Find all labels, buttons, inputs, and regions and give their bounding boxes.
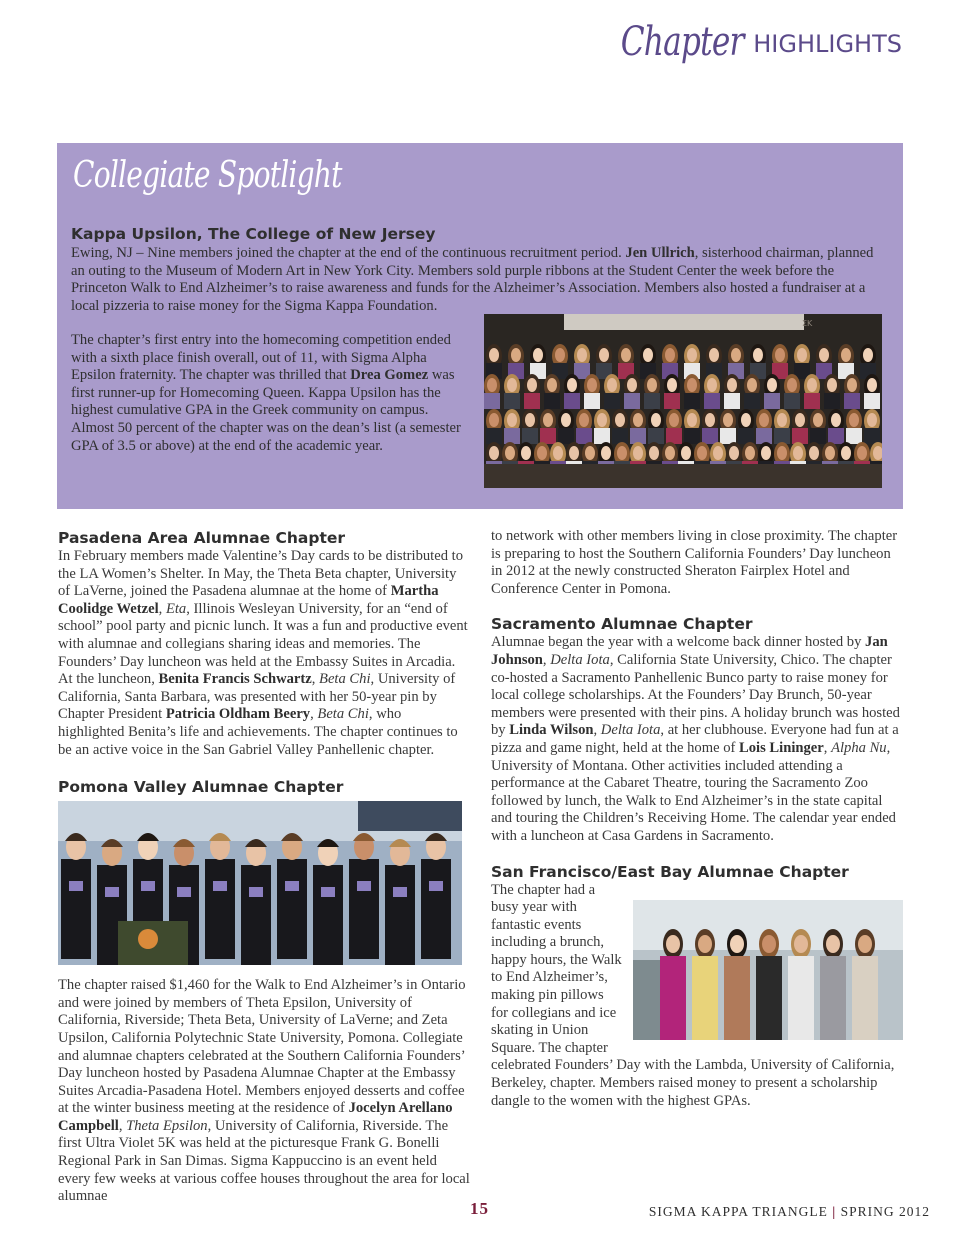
photo-figure-face	[809, 446, 819, 460]
member-name: Jocelyn Arellano Campbell	[58, 1100, 453, 1134]
photo-figure-body	[522, 428, 538, 444]
photo-figure-body	[810, 428, 826, 444]
photo-figure-body	[644, 393, 660, 409]
member-name: Benita Francis Schwartz	[158, 671, 312, 688]
photo-figure-face	[555, 348, 565, 362]
chapter-name: Delta Iota	[550, 651, 610, 668]
text-run: , University of California, Riverside. The first Ultra Violet 5K was held at the picturesque Frank G. Bonelli Regional Park in San Dimas. Sigma Kappuccino is an event held every few weeks at various coffee houses throughout the area for local alumnae	[58, 1117, 470, 1205]
text-run: Alumnae began the year with a welcome back dinner hosted by	[491, 634, 866, 651]
photo-figure-body	[792, 428, 808, 444]
photo-figure-body	[692, 956, 718, 1040]
photo-shirt-logo	[69, 881, 83, 891]
photo-figure-face	[649, 446, 659, 460]
photo-shirt-logo	[249, 887, 263, 897]
pasadena-heading: Pasadena Area Alumnae Chapter	[58, 529, 346, 547]
spotlight-paragraph-2	[71, 332, 469, 455]
photo-figure-body	[804, 393, 820, 409]
issue-date: SPRING 2012	[840, 1204, 930, 1219]
photo-figure-face	[687, 413, 697, 427]
photo-figure-body	[624, 393, 640, 409]
text-run: ,	[310, 706, 318, 723]
chapter-name: Alpha Nu	[831, 739, 887, 756]
photo-figure-body	[666, 428, 682, 444]
photo-shirt-logo	[141, 881, 155, 891]
photo-figure-face	[587, 378, 597, 392]
photo-figure-body	[864, 428, 880, 444]
photo-figure-body	[504, 393, 520, 409]
photo-figure-face	[633, 446, 643, 460]
photo-figure-face	[797, 348, 807, 362]
photo-figure-face	[543, 413, 553, 427]
text-run: , University of Montana. Other activities included attending a performance at the Cabaret Theatre, touring the Sacramento Zoo followed by lunch, the Walk to End Alzheimer’s in the state capital and touring the Children’s Receiving Home. The calendar year ended with a luncheon at Casa Gardens in Sacramento.	[491, 739, 896, 844]
sacramento-heading: Sacramento Alumnae Chapter	[491, 615, 753, 634]
right-column	[491, 528, 903, 1110]
photo-figure-face	[489, 413, 499, 427]
photo-figure-face	[794, 935, 808, 953]
photo-figure-face	[759, 413, 769, 427]
photo-figure-face	[741, 413, 751, 427]
photo-figure-face	[723, 413, 733, 427]
photo-figure-face	[863, 348, 873, 362]
member-name: Martha Coolidge Wetzel	[58, 583, 439, 617]
photo-figure-face	[585, 446, 595, 460]
photo-figure-body	[630, 428, 646, 444]
photo-figure-face	[615, 413, 625, 427]
photo-figure-body	[664, 393, 680, 409]
sanfrancisco-heading: San Francisco/East Bay Alumnae Chapter	[491, 862, 849, 881]
kappa-upsilon-group-photo	[484, 314, 882, 488]
pomona-heading: Pomona Valley Alumnae Chapter	[58, 778, 344, 797]
photo-figure-body	[349, 859, 379, 959]
photo-figure-face	[665, 446, 675, 460]
photo-figure-face	[527, 378, 537, 392]
photo-figure-face	[633, 413, 643, 427]
photo-figure-face	[687, 348, 697, 362]
text-run: ,	[823, 739, 832, 756]
photo-figure-body	[421, 859, 451, 959]
chapter-name: Eta	[165, 600, 187, 617]
header-caps-word: HIGHLIGHTS	[753, 30, 902, 58]
photo-figure-body	[824, 393, 840, 409]
member-name: Jen Ullrich	[625, 245, 695, 261]
photo-figure-body	[576, 428, 592, 444]
photo-figure-face	[651, 413, 661, 427]
left-column	[58, 528, 470, 1206]
text-run: The chapter raised $1,460 for the Walk to End Alzheimer’s in Ontario and were joined by members of Theta Epsilon, University of California, Riverside; Theta Beta, University of LaVerne; and Zeta Upsilon, California Polytechnic State University, Pomona. Collegiate and alumnae chapters celebrated at the Southern California Founders’ Day luncheon hosted by Pasadena Alumnae Chapter at the Embassy Suites Arcadia-Pasadena Hotel. Members enjoyed desserts and coffee at the winter business meeting at the residence of	[58, 977, 466, 1117]
chapter-name: Beta Chi	[317, 706, 369, 723]
photo-figure-face	[643, 348, 653, 362]
photo-figure-face	[857, 446, 867, 460]
text-run: In February members made Valentine’s Day cards to be distributed to the LA Women’s Shelter. In May, the Theta Beta chapter, University of LaVerne, joined the Pasadena alumnae at the home of	[58, 548, 464, 600]
photo-figure-body	[313, 865, 343, 965]
photo-figure-face	[777, 446, 787, 460]
photo-figure-face	[819, 348, 829, 362]
photo-figure-body	[756, 428, 772, 444]
photo-figure-face	[767, 378, 777, 392]
photo-figure-body	[612, 428, 628, 444]
photo-figure-face	[666, 935, 680, 953]
photo-figure-face	[867, 413, 877, 427]
photo-figure-face	[713, 446, 723, 460]
photo-figure-face	[505, 446, 515, 460]
pomona-paragraph	[58, 977, 470, 1206]
photo-figure-body	[756, 956, 782, 1040]
photo-figure-face	[599, 348, 609, 362]
photo-figure-face	[665, 348, 675, 362]
photo-figure-face	[507, 413, 517, 427]
photo-figure-face	[561, 413, 571, 427]
photo-figure-face	[577, 348, 587, 362]
photo-figure-face	[793, 446, 803, 460]
photo-figure-face	[813, 413, 823, 427]
text-run: , California State University, Chico. The chapter co-hosted a Sacramento Panhellenic Bunco party to raise money for local college scholarships. At the Founders’ Day Brunch, 50-year members were presented with their pins. A holiday brunch was hosted by	[491, 651, 900, 739]
photo-figure-body	[724, 956, 750, 1040]
photo-figure-face	[525, 413, 535, 427]
photo-figure-face	[827, 378, 837, 392]
photo-figure-body	[788, 956, 814, 1040]
photo-figure-body	[205, 859, 235, 959]
page-number: 15	[470, 1199, 489, 1218]
text-run: , at her clubhouse. Everyone had fun at a pizza and game night, held at the home of	[491, 722, 899, 756]
photo-figure-body	[738, 428, 754, 444]
photo-figure-face	[511, 348, 521, 362]
photo-figure-body	[484, 393, 500, 409]
photo-figure-body	[604, 393, 620, 409]
photo-figure-body	[724, 393, 740, 409]
photo-figure-face	[647, 378, 657, 392]
text-run: ,	[542, 651, 551, 668]
photo-figure-face	[597, 413, 607, 427]
photo-figure-body	[828, 428, 844, 444]
text-run: ,	[158, 600, 166, 617]
text-run: ,	[118, 1117, 127, 1134]
photo-figure-body	[584, 393, 600, 409]
photo-figure-body	[61, 859, 91, 959]
pomona-paragraph-continued: to network with other members living in close proximity. The chapter is preparing to host the Southern California Founders’ Day luncheon in 2012 at the newly constructed Sheraton Fairplex Hotel and Conference Center in Pomona.	[491, 528, 898, 597]
member-name: Linda Wilson	[509, 722, 594, 739]
photo-figure-body	[764, 393, 780, 409]
photo-figure-body	[648, 428, 664, 444]
photo-figure-face	[489, 348, 499, 362]
text-run: The chapter’s first entry into the homecoming competition ended with a sixth place finish overall, out of 11, with Sigma Alpha Epsilon fraternity. The chapter was thrilled that	[71, 332, 451, 384]
photo-figure-body	[820, 956, 846, 1040]
photo-banner-letters: ΣK	[802, 319, 813, 328]
text-run: was first runner-up for Homecoming Queen. Kappa Upsilon has the highest cumulative GPA in the Greek community on campus. Almost 50 percent of the chapter was on the dean’s list (a semester GPA of 3.5 or above) at the end of the academic year.	[71, 367, 461, 454]
photo-figure-face	[841, 348, 851, 362]
member-name: Jan Johnson	[491, 634, 888, 668]
text-run: , who highlighted Benita’s life and achievements. The chapter continues to be an active voice in the San Gabriel Valley Panhellenic chapter.	[58, 706, 458, 758]
sacramento-paragraph	[491, 634, 903, 845]
spotlight-paragraph-1	[71, 245, 889, 315]
sanfrancisco-paragraph: The chapter had a busy year with fantastic events including a brunch, happy hours, the Walk to End Alzheimer’s, making pin pillows for collegians and ice skating in Union Square. The chapter celebrated Founders’ Day with the Lambda, University of California, Berkeley, chapter. Members raised money to present a scholarship dangle to the women with the highest GPAs.	[491, 881, 895, 1109]
photo-figure-face	[487, 378, 497, 392]
text-run: Ewing, NJ – Nine members joined the chapter at the end of the continuous recruitment period.	[71, 245, 626, 261]
photo-figure-face	[841, 446, 851, 460]
photo-figure-body	[684, 428, 700, 444]
photo-figure-face	[795, 413, 805, 427]
photo-figure-body	[704, 393, 720, 409]
photo-figure-face	[731, 348, 741, 362]
photo-figure-face	[533, 348, 543, 362]
member-name: Lois Lininger	[739, 739, 824, 756]
photo-figure-body	[558, 428, 574, 444]
photo-figure-body	[864, 393, 880, 409]
photo-figure-face	[553, 446, 563, 460]
pomona-walk-group-photo	[58, 801, 462, 965]
photo-shirt-logo	[105, 887, 119, 897]
photo-shirt-logo	[393, 887, 407, 897]
section-header	[586, 19, 902, 65]
spotlight-heading: Kappa Upsilon, The College of New Jersey	[71, 225, 436, 243]
photo-figure-face	[807, 378, 817, 392]
photo-figure-body	[844, 393, 860, 409]
photo-figure-face	[826, 935, 840, 953]
photo-figure-body	[524, 393, 540, 409]
photo-figure-body	[594, 428, 610, 444]
photo-figure-face	[667, 378, 677, 392]
photo-figure-face	[507, 378, 517, 392]
photo-figure-body	[544, 393, 560, 409]
photo-figure-face	[547, 378, 557, 392]
photo-figure-face	[567, 378, 577, 392]
photo-figure-face	[601, 446, 611, 460]
photo-figure-body	[720, 428, 736, 444]
photo-figure-body	[774, 428, 790, 444]
photo-figure-face	[787, 378, 797, 392]
collegiate-spotlight-box	[57, 143, 903, 509]
photo-figure-face	[489, 446, 499, 460]
member-name: Patricia Oldham Beery	[165, 706, 311, 723]
photo-shirt-logo	[321, 887, 335, 897]
text-run: , University of California, Santa Barbara, was presented with her 50-year pin by Chapter President	[58, 671, 456, 723]
header-script-word: Chapter	[620, 19, 744, 65]
pasadena-paragraph	[58, 548, 470, 759]
sf-photo-wrap	[633, 900, 903, 1040]
photo-figure-face	[847, 378, 857, 392]
photo-figure-face	[775, 348, 785, 362]
photo-figure-face	[825, 446, 835, 460]
photo-figure-face	[745, 446, 755, 460]
photo-figure-body	[660, 956, 686, 1040]
photo-figure-face	[687, 378, 697, 392]
photo-figure-face	[621, 348, 631, 362]
photo-figure-face	[727, 378, 737, 392]
photo-figure-face	[761, 446, 771, 460]
photo-figure-body	[540, 428, 556, 444]
photo-figure-body	[277, 859, 307, 959]
text-run: ,	[311, 671, 320, 688]
photo-figure-face	[669, 413, 679, 427]
chapter-name: Beta Chi	[319, 671, 371, 688]
photo-figure-body	[486, 428, 502, 444]
photo-figure-face	[537, 446, 547, 460]
text-run: , sisterhood chairman, planned an outing to the Museum of Modern Art in New York City. Members sold purple ribbons at the Student Center the week before the Princeton Walk to End Alzheimer’s to raise awareness and funds for the Alzheimer’s Association. Members also hosted a fundraiser at a local pizzeria to raise money for the Sigma Kappa Foundation.	[71, 245, 874, 314]
photo-shirt-logo	[285, 881, 299, 891]
photo-figure-body	[684, 393, 700, 409]
chapter-name: Delta Iota	[600, 722, 661, 739]
photo-figure-face	[607, 378, 617, 392]
photo-figure-body	[744, 393, 760, 409]
publication-name: SIGMA KAPPA TRIANGLE	[648, 1204, 828, 1219]
photo-figure-face	[569, 446, 579, 460]
photo-figure-body	[241, 865, 271, 965]
photo-figure-face	[617, 446, 627, 460]
publication-footer	[649, 1204, 930, 1220]
text-run: , Illinois Wesleyan University, for an “end of school” pool party and picnic lunch. It was a fun and productive event with alumnae and collegians sharing ideas and memories. The Founders’ Day luncheon was held at the Embassy Suites in Arcadia. At the luncheon,	[58, 600, 468, 688]
photo-figure-face	[858, 935, 872, 953]
photo-figure-face	[709, 348, 719, 362]
photo-figure-face	[831, 413, 841, 427]
photo-figure-face	[698, 935, 712, 953]
photo-shirt-logo	[357, 881, 371, 891]
photo-figure-face	[730, 935, 744, 953]
photo-shirt-logo	[177, 887, 191, 897]
photo-figure-face	[867, 378, 877, 392]
photo-figure-body	[846, 428, 862, 444]
text-run: ,	[593, 722, 601, 739]
photo-figure-face	[849, 413, 859, 427]
photo-figure-face	[697, 446, 707, 460]
photo-figure-face	[762, 935, 776, 953]
photo-shirt-logo	[213, 881, 227, 891]
photo-figure-body	[564, 393, 580, 409]
photo-figure-face	[681, 446, 691, 460]
photo-figure-face	[747, 378, 757, 392]
photo-figure-face	[705, 413, 715, 427]
spotlight-title: Collegiate Spotlight	[73, 155, 342, 196]
photo-figure-body	[852, 956, 878, 1040]
photo-shirt-logo	[429, 881, 443, 891]
photo-figure-face	[707, 378, 717, 392]
photo-figure-body	[504, 428, 520, 444]
photo-figure-face	[627, 378, 637, 392]
photo-figure-face	[729, 446, 739, 460]
photo-figure-face	[521, 446, 531, 460]
photo-figure-body	[702, 428, 718, 444]
photo-figure-face	[579, 413, 589, 427]
member-name: Drea Gomez	[350, 367, 429, 384]
sf-east-bay-group-photo	[633, 900, 903, 1040]
photo-figure-body	[784, 393, 800, 409]
photo-figure-body	[385, 865, 415, 965]
photo-figure-face	[777, 413, 787, 427]
chapter-name: Theta Epsilon	[126, 1117, 208, 1134]
footer-separator: |	[832, 1204, 837, 1219]
photo-figure-face	[753, 348, 763, 362]
